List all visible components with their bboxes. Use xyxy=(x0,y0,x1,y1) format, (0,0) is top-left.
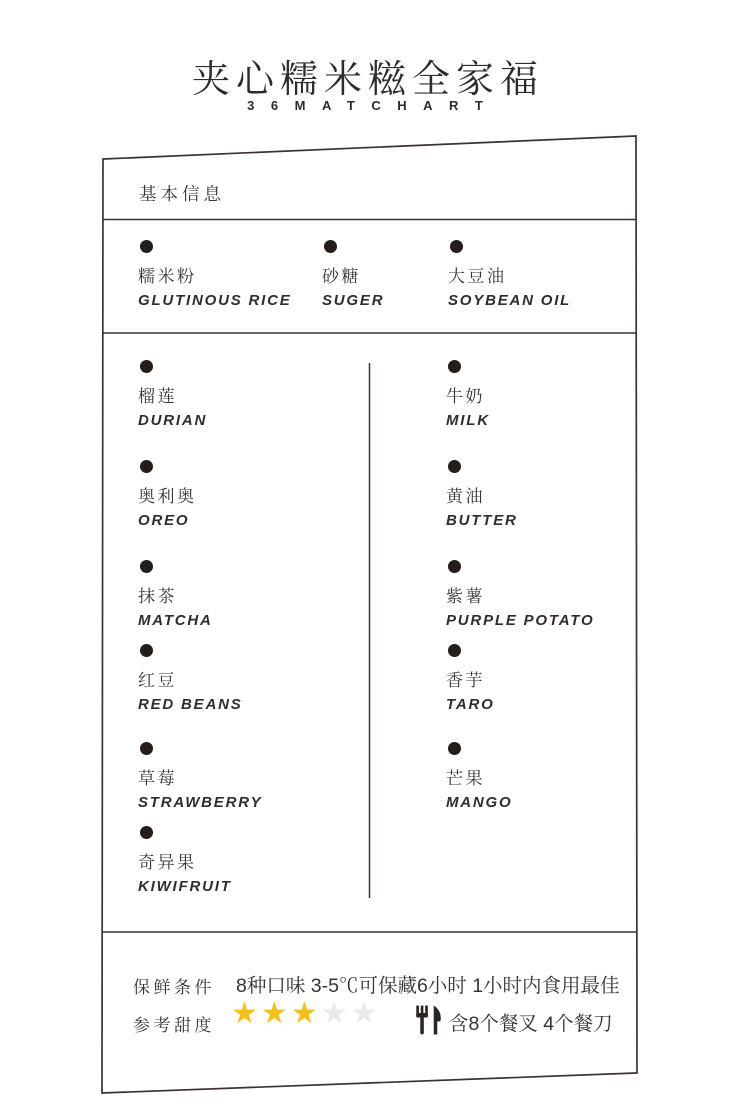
flavor-name-en: RED BEANS xyxy=(138,696,243,713)
ingredient-name-zh: 糯米粉 xyxy=(138,267,197,286)
flavor-item xyxy=(138,360,207,429)
flavor-item xyxy=(138,560,213,629)
flavor-item xyxy=(446,360,490,429)
flavor-name-en: MILK xyxy=(446,412,490,429)
flavor-name-en: MATCHA xyxy=(138,612,213,629)
flavor-name-zh: 芒果 xyxy=(446,769,485,788)
flavor-name-en: OREO xyxy=(138,512,190,529)
flavor-item xyxy=(446,560,594,629)
star-icon: ★ xyxy=(231,997,261,1030)
flavor-name-zh: 香芋 xyxy=(446,671,485,690)
page-subtitle: 36MATCHART xyxy=(247,98,500,113)
flavor-name-zh: 牛奶 xyxy=(446,387,485,406)
flavor-name-zh: 紫薯 xyxy=(446,587,485,606)
storage-value: 8种口味 3-5℃可保藏6小时 1小时内食用最佳 xyxy=(236,975,620,997)
bullet-dot-icon xyxy=(140,742,153,755)
flavor-name-zh: 黄油 xyxy=(446,487,485,506)
ingredient-item xyxy=(322,240,384,309)
ingredient-name-en: SOYBEAN OIL xyxy=(448,292,572,309)
flavor-name-en: TARO xyxy=(446,696,495,713)
ingredient-name-zh: 砂糖 xyxy=(322,267,361,286)
ingredient-name-zh: 大豆油 xyxy=(448,267,507,286)
star-icon: ★ xyxy=(290,997,321,1030)
flavor-item xyxy=(138,460,197,529)
flavor-name-en: DURIAN xyxy=(138,412,208,429)
sweetness-label: 参考甜度 xyxy=(133,1016,215,1035)
flavor-item xyxy=(446,644,495,713)
bullet-dot-icon xyxy=(324,240,337,253)
bullet-dot-icon xyxy=(450,240,463,253)
ingredient-name-en: SUGER xyxy=(322,292,385,309)
flavor-name-en: MANGO xyxy=(446,794,513,811)
flavor-name-en: KIWIFRUIT xyxy=(138,878,232,895)
ingredient-name-en: GLUTINOUS RICE xyxy=(138,292,292,309)
flavor-item xyxy=(138,742,262,811)
flavor-item xyxy=(446,742,513,811)
bullet-dot-icon xyxy=(448,560,461,573)
bullet-dot-icon xyxy=(140,560,153,573)
star-icon: ★ xyxy=(320,997,351,1030)
star-icon: ★ xyxy=(350,997,381,1030)
flavor-item xyxy=(138,826,232,895)
flavor-item xyxy=(138,644,243,713)
flavor-name-en: BUTTER xyxy=(446,512,518,529)
bullet-dot-icon xyxy=(448,644,461,657)
flavor-name-en: STRAWBERRY xyxy=(138,794,263,811)
bullet-dot-icon xyxy=(448,360,461,373)
bullet-dot-icon xyxy=(140,240,153,253)
page-title: 夹心糯米糍全家福 xyxy=(191,59,544,101)
flavor-name-zh: 红豆 xyxy=(138,671,177,690)
utensils-icon xyxy=(415,1005,442,1035)
sweetness-stars xyxy=(231,996,381,1032)
bullet-dot-icon xyxy=(140,360,153,373)
section-title-basic-info: 基本信息 xyxy=(139,184,225,204)
flavor-name-zh: 奥利奥 xyxy=(138,487,197,506)
flavor-item xyxy=(446,460,518,529)
flavor-name-zh: 抹茶 xyxy=(138,587,177,606)
bullet-dot-icon xyxy=(448,460,461,473)
star-icon: ★ xyxy=(260,997,291,1030)
bullet-dot-icon xyxy=(140,644,153,657)
flavor-name-zh: 草莓 xyxy=(138,769,177,788)
flavor-name-zh: 奇异果 xyxy=(138,853,197,872)
flavor-name-zh: 榴莲 xyxy=(138,387,177,406)
utensils-text: 含8个餐叉 4个餐刀 xyxy=(449,1013,613,1035)
flavor-name-en: PURPLE POTATO xyxy=(446,612,595,629)
ingredient-item xyxy=(138,240,292,309)
ingredient-item xyxy=(448,240,571,309)
bullet-dot-icon xyxy=(140,460,153,473)
storage-label: 保鲜条件 xyxy=(133,978,215,997)
bullet-dot-icon xyxy=(140,826,153,839)
bullet-dot-icon xyxy=(448,742,461,755)
